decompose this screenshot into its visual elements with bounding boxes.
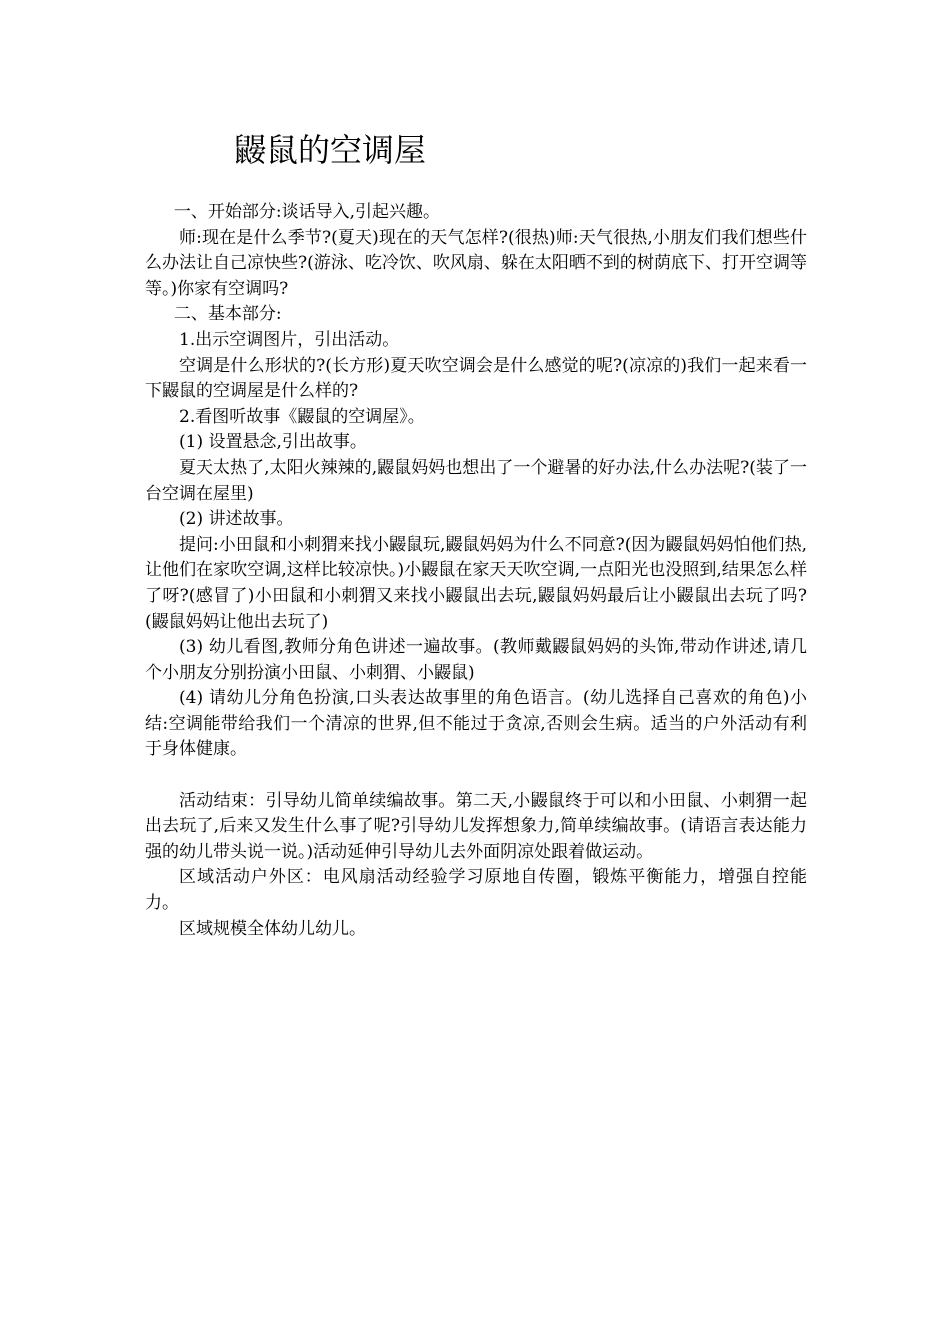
paragraph-teacher-intro: 师:现在是什么季节?(夏天)现在的天气怎样?(很热)师:天气很热,小朋友们我们想些什么办法让自己凉快些?(游泳、吃冷饮、吹风扇、躲在太阳晒不到的树荫底下、打开空调等等。)你家有空调吗? xyxy=(145,227,807,299)
paragraph-area-scale: 区域规模全体幼儿幼儿。 xyxy=(179,918,366,939)
document-body xyxy=(145,200,807,942)
document-title: 鼹鼠的空调屋 xyxy=(234,131,427,169)
substep-heading-2: (2) 讲述故事。 xyxy=(179,509,294,530)
paragraph-aircon-shape: 空调是什么形状的?(长方形)夏天吹空调会是什么感觉的呢?(凉凉的)我们一起来看一下鼹鼠的空调屋是什么样的? xyxy=(145,355,807,402)
section-heading-main: 二、基本部分: xyxy=(173,304,282,325)
substep-heading-1: (1) 设置悬念,引出故事。 xyxy=(179,432,367,453)
section-heading-opening: 一、开始部分:谈话导入,引起兴趣。 xyxy=(173,202,441,222)
step-heading-1: 1.出示空调图片，引出活动。 xyxy=(179,329,400,350)
step-heading-2: 2.看图听故事《鼹鼠的空调屋》。 xyxy=(179,406,425,427)
paragraph-questions: 提问:小田鼠和小刺猬来找小鼹鼠玩,鼹鼠妈妈为什么不同意?(因为鼹鼠妈妈怕他们热,让他们在家吹空调,这样比较凉快。)小鼹鼠在家天天吹空调,一点阳光也没照到,结果怎么样了呀?(感冒了)小田鼠和小刺猬又来找小鼹鼠出去玩,鼹鼠妈妈最后让小鼹鼠出去玩了吗?(鼹鼠妈妈让他出去玩了) xyxy=(145,534,807,632)
blank-line xyxy=(145,763,807,789)
paragraph-substep-4: (4) 请幼儿分角色扮演,口头表达故事里的角色语言。(幼儿选择自己喜欢的角色)小结:空调能带给我们一个清凉的世界,但不能过于贪凉,否则会生病。适当的户外活动有利于身体健康。 xyxy=(145,688,807,760)
paragraph-summer-hot: 夏天太热了,太阳火辣辣的,鼹鼠妈妈也想出了一个避暑的好办法,什么办法呢?(装了一台空调在屋里) xyxy=(145,457,807,504)
paragraph-activity-end: 活动结束：引导幼儿简单续编故事。第二天,小鼹鼠终于可以和小田鼠、小刺猬一起出去玩了,后来又发生什么事了呢?引导幼儿发挥想象力,简单续编故事。(请语言表达能力强的幼儿带头说一说。)活动延伸引导幼儿去外面阴凉处跟着做运动。 xyxy=(145,790,807,862)
paragraph-outdoor-area: 区域活动户外区：电风扇活动经验学习原地自传圈，锻炼平衡能力，增强自控能力。 xyxy=(145,867,807,914)
paragraph-substep-3: (3) 幼儿看图,教师分角色讲述一遍故事。(教师戴鼹鼠妈妈的头饰,带动作讲述,请几个小朋友分别扮演小田鼠、小刺猬、小鼹鼠) xyxy=(145,637,807,683)
